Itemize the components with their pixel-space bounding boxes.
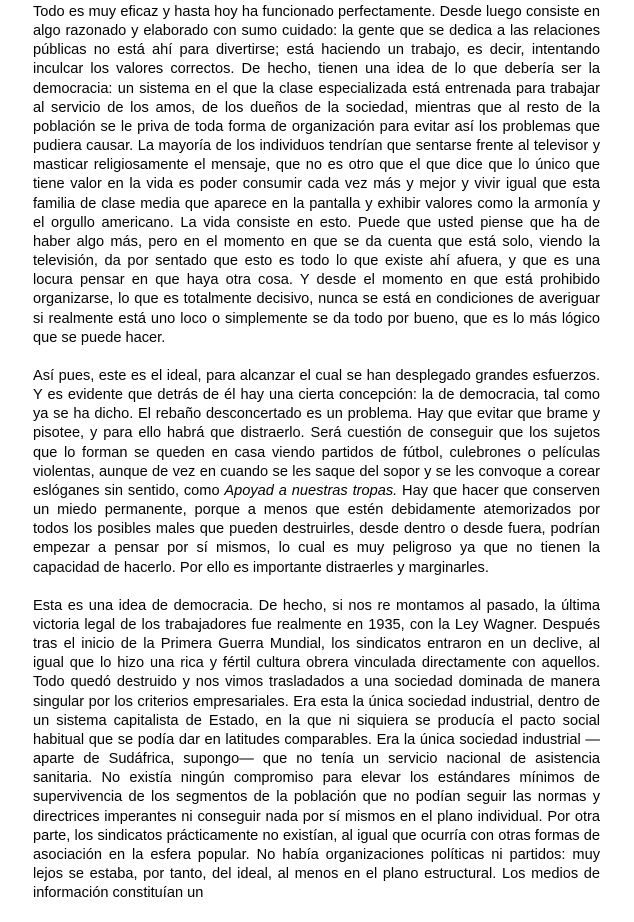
paragraph-1-text: Todo es muy eficaz y hasta hoy ha funcionado perfectamente. Desde luego consiste en algo razonado y elaborado con sumo cuidado: la gente que se dedica a las relaciones públicas no está ahí para divertirse; está haciendo un trabajo, es decir, intentando inculcar los valores correctos. De hecho, tienen una idea de lo que debería ser la democracia: un sistema en el que la clase especializada está entrenada para trabajar al servicio de los amos, de los dueños de la sociedad, mientras que al resto de la población se le priva de toda forma de organización para evitar así los problemas que pudiera causar. La mayoría de los individuos tendrían que sentarse frente al televisor y masticar religiosamente el mensaje, que no es otro que el que dice que lo único que tiene valor en la vida es poder consumir cada vez más y mejor y vivir igual que esta familia de clase media que aparece en la pantalla y exhibir valores como la armonía y el orgullo americano. La vida consiste en esto. Puede que usted piense que ha de haber algo más, pero en el momento en que se da cuenta que está solo, viendo la televisión, da por sentado que esto es todo lo que existe ahí afuera, y que es una locura pensar en que haya otra cosa. Y desde el momento en que está prohibido organizarse, lo que es totalmente decisivo, nunca se está en condiciones de averiguar si realmente está uno loco o simplemente se da todo por bueno, que es lo más lógico que se puede hacer. <box>33 4 600 346</box>
slogan-italic: Apoyad a nuestras tropas. <box>224 482 398 499</box>
text-column <box>33 3 600 922</box>
paragraph-1 <box>33 3 600 348</box>
paragraph-2-text-start: Así pues, este es el ideal, para alcanzar el cual se han desplegado grandes esfuerzos. Y es evidente que detrás de él hay una cierta concepción: la de democracia, tal como ya se ha dicho. El rebaño desconcertado es un problema. Hay que evitar que brame y pisotee, y para ello habrá que distraerlo. Será cuestión de conseguir que los sujetos que lo forman se queden en casa viendo partidos de fútbol, culebrones o películas violentas, aunque de vez en cuando se les saque del sopor y se les convoque a corear eslóganes sin sentido, como <box>33 367 600 499</box>
paragraph-2-text-end: Hay que hacer que conserven un miedo permanente, porque a menos que estén debidamente atemorizados por todos los posibles males que pueden destruirles, desde dentro o desde fuera, podrían empezar a pensar por sí mismos, lo cual es muy peligroso ya que no tienen la capacidad de hacerlo. Por ello es importante distraerles y marginarles. <box>33 482 600 576</box>
paragraph-2 <box>33 367 600 578</box>
paragraph-3-text: Esta es una idea de democracia. De hecho, si nos re montamos al pasado, la última victoria legal de los trabajadores fue realmente en 1935, con la Ley Wagner. Después tras el inicio de la Primera Guerra Mundial, los sindicatos entraron en un declive, al igual que lo hizo una rica y fértil cultura obrera vinculada directamente con aquellos. Todo quedó destruido y nos vimos trasladados a una sociedad dominada de manera singular por los criterios empresariales. Era esta la única sociedad industrial, dentro de un sistema capitalista de Estado, en la que ni siquiera se producía el pacto social habitual que se podía dar en latitudes comparables. Era la única sociedad industrial —aparte de Sudáfrica, supongo— que no tenía un servicio nacional de asistencia sanitaria. No existía ningún compromiso para elevar los estándares mínimos de supervivencia de los segmentos de la población que no podían seguir las normas y directrices imperantes ni conseguir nada por sí mismos en el plano individual. Por otra parte, los sindicatos prácticamente no existían, al igual que ocurría con otras formas de asociación en la esfera popular. No había organizaciones políticas ni partidos: muy lejos se estaba, por tanto, del ideal, al menos en el plano estructural. Los medios de información constituían un <box>33 597 600 902</box>
paragraph-3 <box>33 597 600 904</box>
